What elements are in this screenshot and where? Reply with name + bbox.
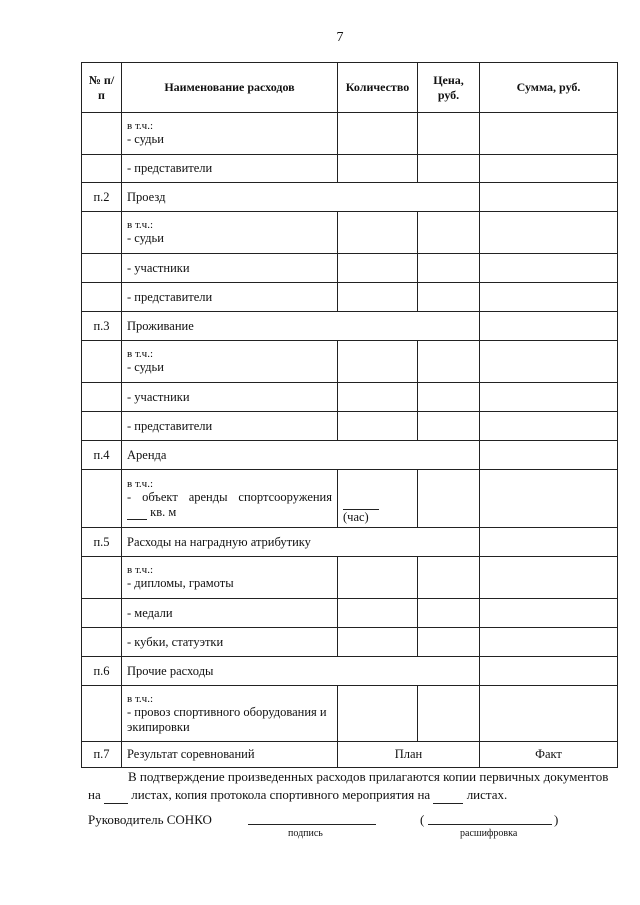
header-num: № п/п (82, 63, 122, 113)
rent-unit: кв. м (150, 504, 177, 519)
incl-prefix: в т.ч.: (127, 120, 154, 132)
blank-field (433, 791, 463, 804)
signer-title: Руководитель СОНКО (88, 812, 212, 827)
section-row (82, 441, 618, 470)
row-label: - представители (122, 155, 338, 183)
blank-field (127, 509, 147, 520)
table-header-row (82, 63, 618, 113)
row-label: - кубки, статуэтки (122, 628, 338, 657)
open-paren: ( (420, 812, 425, 827)
section-row (82, 183, 618, 212)
section-row (82, 528, 618, 557)
rent-hours: (час) (343, 510, 369, 524)
header-sum: Сумма, руб. (480, 63, 618, 113)
table-row (82, 254, 618, 283)
decoding-line (428, 824, 552, 825)
row-label: - дипломы, грамоты (127, 576, 234, 590)
table-row (82, 383, 618, 412)
row-label: - представители (122, 283, 338, 312)
confirmation-line-2a: на (88, 787, 101, 802)
section-number: п.6 (82, 657, 122, 686)
table-row (82, 212, 618, 254)
row-label: - участники (122, 383, 338, 412)
incl-prefix: в т.ч.: (127, 219, 154, 231)
table-row (82, 686, 618, 742)
row-label: - участники (122, 254, 338, 283)
close-paren: ) (554, 812, 559, 827)
row-label: - объект аренды спортсооружения (127, 489, 332, 504)
blank-field (343, 499, 379, 510)
signature-line (248, 824, 376, 825)
section-number: п.7 (82, 742, 122, 768)
table-row (82, 113, 618, 155)
incl-prefix: в т.ч.: (127, 564, 154, 576)
table-row (82, 341, 618, 383)
header-name: Наименование расходов (122, 63, 338, 113)
row-label: - представители (122, 412, 338, 441)
section-number: п.2 (82, 183, 122, 212)
header-quantity: Количество (338, 63, 418, 113)
section-title: Результат соревнований (122, 742, 338, 768)
confirmation-line-2b: листах, копия протокола спортивного мероприятия на (131, 787, 431, 802)
row-label: - медали (122, 599, 338, 628)
incl-prefix: в т.ч.: (127, 477, 154, 490)
table-row (82, 283, 618, 312)
row-label: - судьи (127, 132, 164, 146)
table-row (82, 628, 618, 657)
fact-cell: Факт (480, 742, 618, 768)
section-row (82, 742, 618, 768)
section-number: п.5 (82, 528, 122, 557)
confirmation-paragraph (88, 768, 616, 804)
incl-prefix: в т.ч.: (127, 692, 154, 705)
table-row (82, 557, 618, 599)
signature-block (88, 812, 618, 852)
table-row (82, 412, 618, 441)
confirmation-line-2c: листах. (466, 787, 508, 802)
row-label: - провоз спортивного оборудования и экипировки (127, 704, 327, 734)
signature-caption: подпись (288, 828, 323, 839)
section-title: Расходы на наградную атрибутику (122, 528, 480, 557)
section-row (82, 657, 618, 686)
plan-cell: План (338, 742, 480, 768)
table-row (82, 470, 618, 528)
section-title: Прочие расходы (122, 657, 480, 686)
section-title: Проживание (122, 312, 480, 341)
confirmation-line-1: В подтверждение произведенных расходов прилагаются копии первичных документов (128, 769, 609, 784)
header-price: Цена, руб. (418, 63, 480, 113)
row-label: - судьи (127, 231, 164, 245)
incl-prefix: в т.ч.: (127, 348, 154, 360)
section-number: п.3 (82, 312, 122, 341)
section-row (82, 312, 618, 341)
table-row (82, 155, 618, 183)
table-row (82, 599, 618, 628)
section-number: п.4 (82, 441, 122, 470)
expenses-table (81, 62, 618, 768)
page-number: 7 (336, 30, 344, 45)
section-title: Проезд (122, 183, 480, 212)
blank-field (104, 791, 128, 804)
section-title: Аренда (122, 441, 480, 470)
row-label: - судьи (127, 360, 164, 374)
decoding-caption: расшифровка (460, 828, 518, 839)
